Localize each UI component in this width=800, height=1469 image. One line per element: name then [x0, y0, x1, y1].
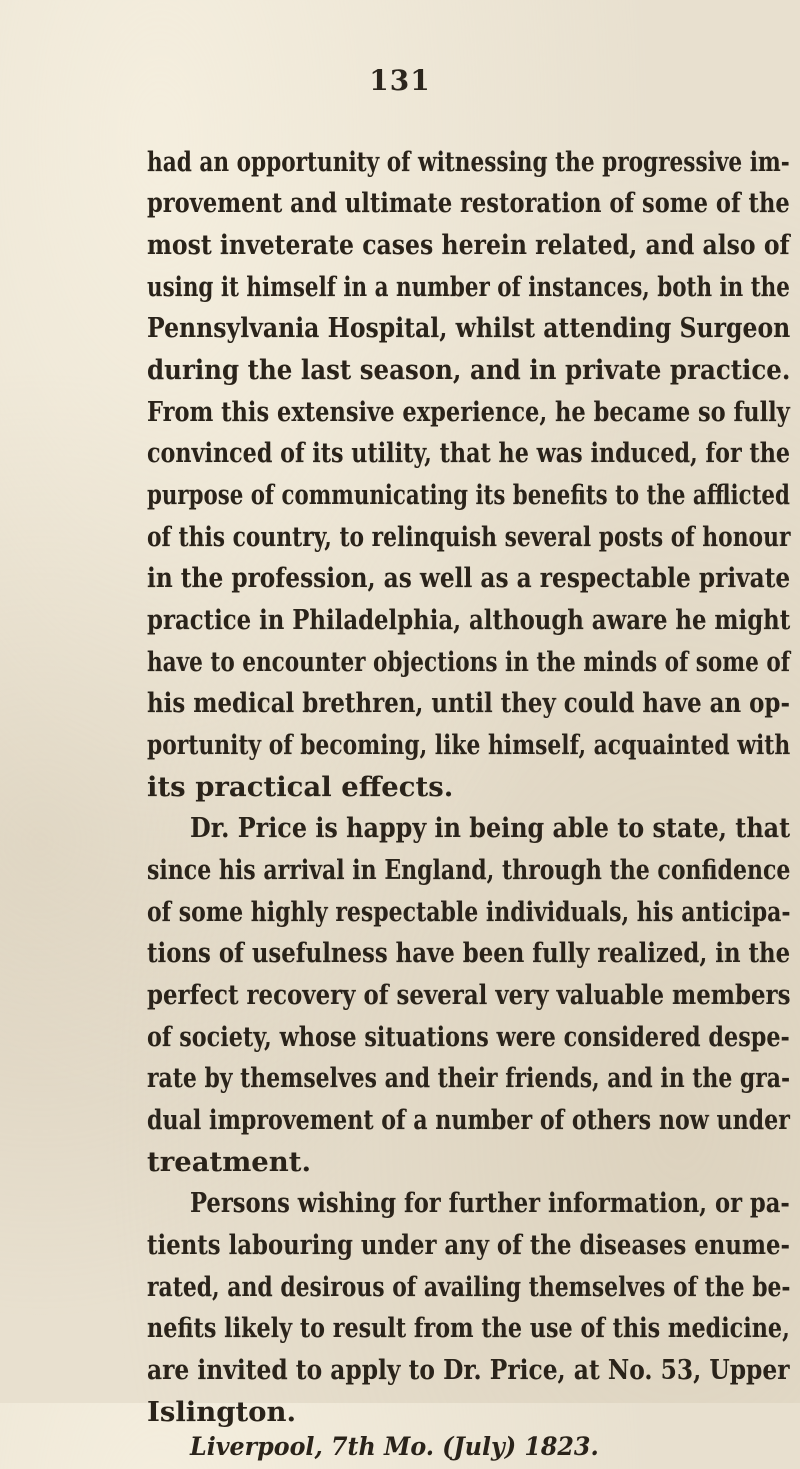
text-line: since his arrival in England, through the confidence	[147, 854, 791, 886]
text-line: convinced of its utility, that he was induced, for the	[147, 437, 791, 469]
text-line: treatment.	[147, 1146, 312, 1178]
text-line: his medical brethren, until they could have an op-	[147, 687, 790, 719]
text-line: during the last season, and in private practice.	[147, 354, 791, 386]
text-line: nefits likely to result from the use of this medicine,	[147, 1312, 790, 1344]
dateline: Liverpool, 7th Mo. (July) 1823.	[190, 1432, 599, 1461]
text-line: tients labouring under any of the diseases enume-	[147, 1229, 790, 1261]
text-line: tions of usefulness have been fully realized, in the	[147, 937, 791, 969]
text-line: Pennsylvania Hospital, whilst attending Surgeon	[147, 312, 791, 344]
text-line: using it himself in a number of instances, both in the	[147, 271, 790, 303]
text-line: of this country, to relinquish several posts of honour	[147, 521, 791, 553]
text-line: purpose of communicating its benefits to the afflicted	[147, 479, 790, 511]
text-line: rated, and desirous of availing themselves of the be-	[147, 1271, 791, 1303]
text-line: practice in Philadelphia, although aware he might	[147, 604, 791, 636]
text-line: Persons wishing for further information, or pa-	[190, 1187, 790, 1219]
text-line: From this extensive experience, he became so fully	[147, 396, 790, 428]
text-line: of some highly respectable individuals, his anticipa-	[147, 896, 791, 928]
page-number: 131	[369, 64, 431, 97]
text-line: dual improvement of a number of others now under	[147, 1104, 790, 1136]
text-line: have to encounter objections in the minds of some of	[147, 646, 790, 678]
text-line: most inveterate cases herein related, and also of	[147, 229, 790, 261]
text-line: Islington.	[147, 1396, 297, 1428]
text-line: provement and ultimate restoration of some of the	[147, 187, 790, 219]
text-line: of society, whose situations were considered despe-	[147, 1021, 790, 1053]
text-line: Dr. Price is happy in being able to state, that	[190, 812, 791, 844]
text-line: rate by themselves and their friends, and in the gra-	[147, 1062, 791, 1094]
text-line: in the profession, as well as a respectable private	[147, 562, 791, 594]
text-line: perfect recovery of several very valuable members	[147, 979, 791, 1011]
text-line: had an opportunity of witnessing the progressive im-	[147, 146, 790, 178]
text-line: are invited to apply to Dr. Price, at No. 53, Upper	[147, 1354, 790, 1386]
text-line: portunity of becoming, like himself, acquainted with	[147, 729, 791, 761]
text-line: its practical effects.	[147, 771, 454, 803]
